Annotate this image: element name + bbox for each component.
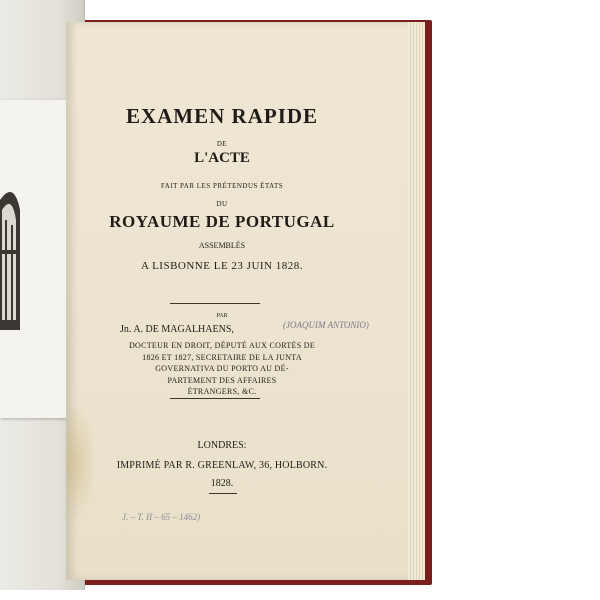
- page-edges: [405, 22, 425, 580]
- description-line: DOCTEUR EN DROIT, DÉPUTÉ AUX CORTÈS DE: [128, 341, 316, 350]
- handwritten-note: (JOAQUIM ANTONIO): [283, 320, 369, 330]
- title-lisbonne: A LISBONNE LE 23 JUIN 1828.: [141, 260, 303, 272]
- shelfmark: J. – T. II – 65 – 1462): [122, 512, 201, 522]
- divider-top: [170, 303, 260, 304]
- title-du: DU: [216, 200, 228, 208]
- title-fait: FAIT PAR LES PRÉTENDUS ÉTATS: [160, 182, 284, 190]
- title-royaume: ROYAUME DE PORTUGAL: [109, 212, 335, 231]
- main-title: EXAMEN RAPIDE: [125, 104, 319, 128]
- par-label: PAR: [216, 313, 228, 319]
- title-assembles: ASSEMBLÉS: [198, 241, 246, 250]
- imprint-year: 1828.: [210, 478, 234, 489]
- divider-bottom: [170, 398, 260, 399]
- author-description: [66, 340, 378, 398]
- imprint-city: LONDRES:: [197, 440, 247, 451]
- imprint-printer: IMPRIMÉ PAR R. GREENLAW, 36, HOLBORN.: [116, 460, 328, 471]
- description-line: 1826 ET 1827, SECRETAIRE DE LA JUNTA: [142, 352, 302, 362]
- author-name: Jn. A. DE MAGALHAENS,: [120, 324, 234, 335]
- gothic-engraving-icon: [0, 180, 20, 330]
- description-line: ÉTRANGERS, &C.: [187, 387, 257, 396]
- title-de: DE: [216, 140, 228, 148]
- divider-short: [209, 493, 237, 494]
- title-acte: L'ACTE: [194, 150, 250, 166]
- description-line: GOVERNATIVA DU PORTO AU DÉ-: [155, 364, 289, 373]
- description-line: PARTEMENT DES AFFAIRES: [167, 375, 277, 385]
